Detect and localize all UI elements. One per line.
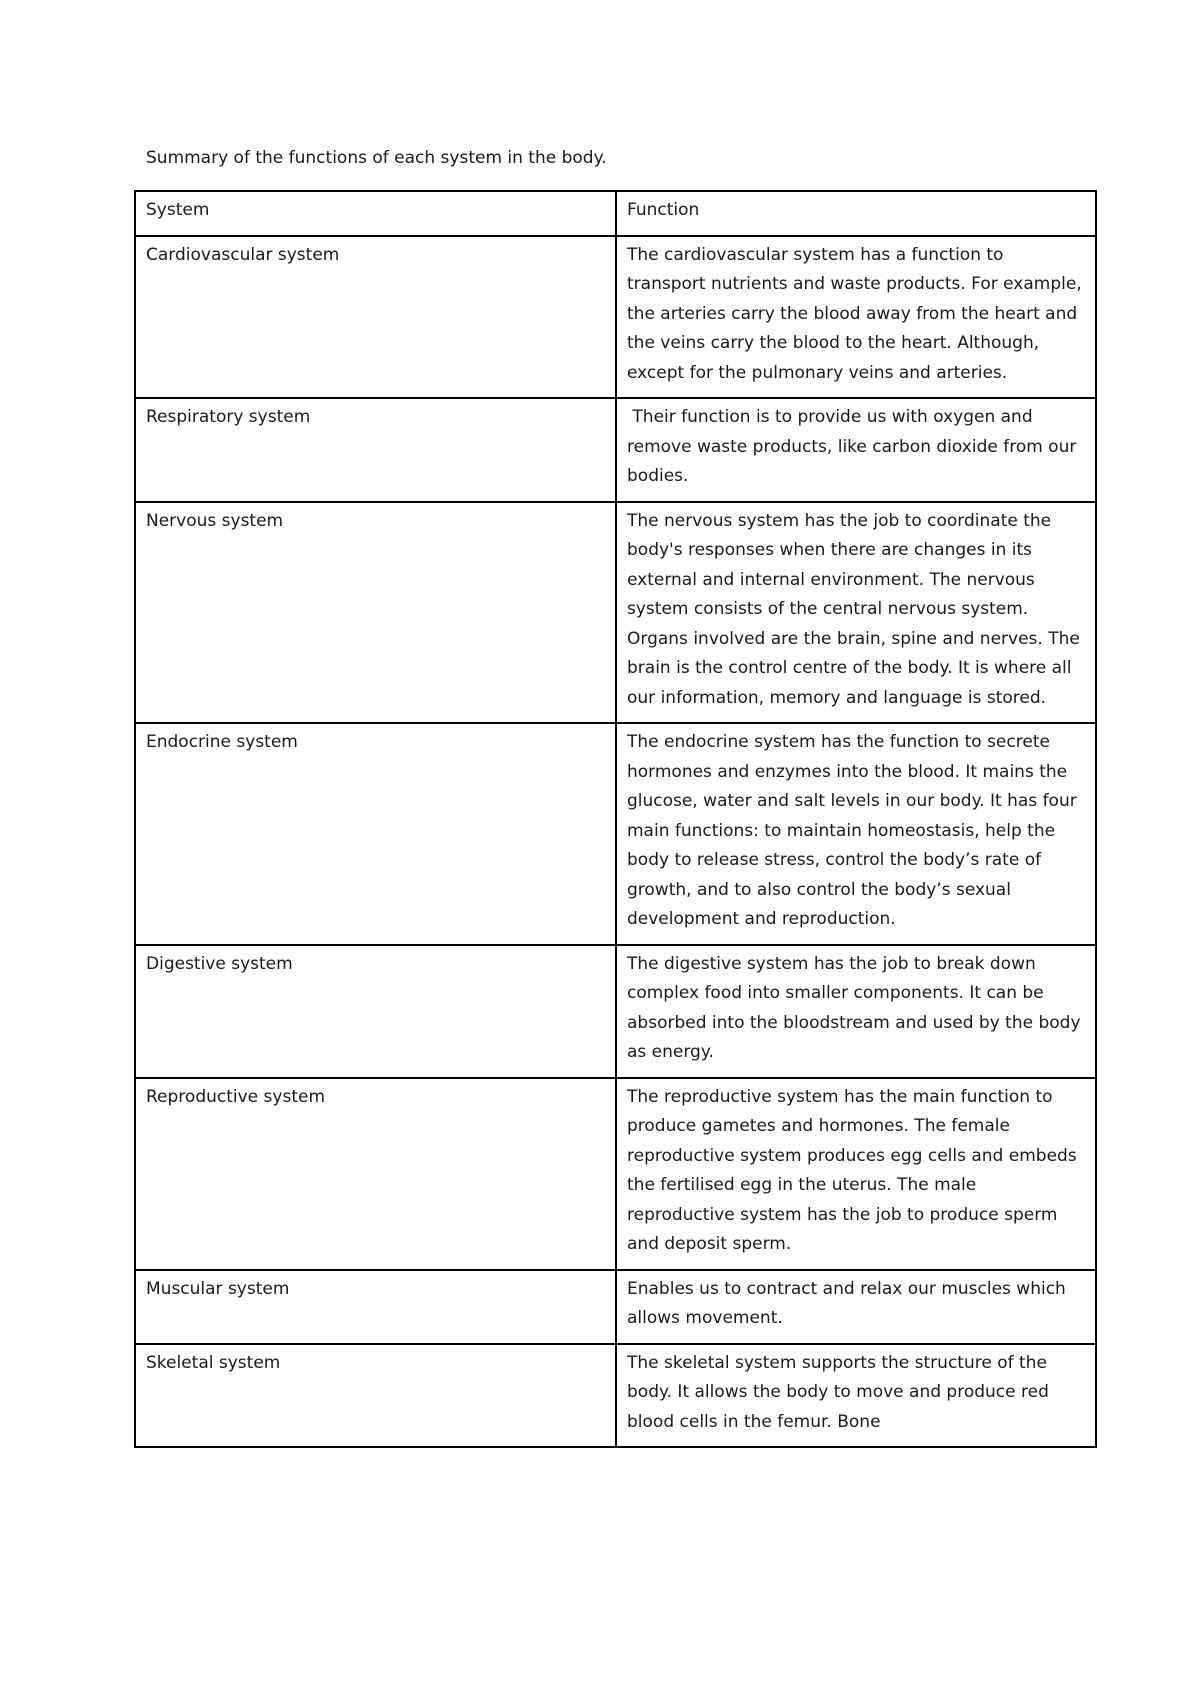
header-function: Function (616, 191, 1096, 236)
table-row (135, 502, 1096, 724)
function-cell: The skeletal system supports the structure of the body. It allows the body to move and produce red blood cells in the femur. Bone (616, 1344, 1096, 1448)
system-cell: Nervous system (135, 502, 616, 724)
function-cell: The nervous system has the job to coordinate the body's responses when there are changes in its external and internal environment. The nervous system consists of the central nervous system. Organs involved are the brain, spine and nerves. The brain is the control centre of the body. It is where all our information, memory and language is stored. (616, 502, 1096, 724)
system-cell: Respiratory system (135, 398, 616, 502)
system-cell: Cardiovascular system (135, 236, 616, 399)
function-cell: The digestive system has the job to break down complex food into smaller components. It can be absorbed into the bloodstream and used by the body as energy. (616, 945, 1096, 1078)
function-cell: The cardiovascular system has a function to transport nutrients and waste products. For example, the arteries carry the blood away from the heart and the veins carry the blood to the heart. Although, except for the pulmonary veins and arteries. (616, 236, 1096, 399)
table-header-row (135, 191, 1096, 236)
table-row (135, 723, 1096, 945)
system-cell: Endocrine system (135, 723, 616, 945)
table-row (135, 1344, 1096, 1448)
header-system: System (135, 191, 616, 236)
table-row (135, 398, 1096, 502)
table-row (135, 236, 1096, 399)
system-cell: Reproductive system (135, 1078, 616, 1270)
system-cell: Digestive system (135, 945, 616, 1078)
table-row (135, 1270, 1096, 1344)
function-cell: The endocrine system has the function to secrete hormones and enzymes into the blood. It mains the glucose, water and salt levels in our body. It has four main functions: to maintain homeostasis, help the body to release stress, control the body’s rate of growth, and to also control the body’s sexual development and reproduction. (616, 723, 1096, 945)
page-title: Summary of the functions of each system in the body. (146, 148, 607, 168)
function-cell: Enables us to contract and relax our muscles which allows movement. (616, 1270, 1096, 1344)
systems-table (134, 190, 1097, 1448)
system-cell: Skeletal system (135, 1344, 616, 1448)
system-cell: Muscular system (135, 1270, 616, 1344)
table-row (135, 1078, 1096, 1270)
function-cell: Their function is to provide us with oxygen and remove waste products, like carbon dioxide from our bodies. (616, 398, 1096, 502)
table-row (135, 945, 1096, 1078)
function-cell: The reproductive system has the main function to produce gametes and hormones. The female reproductive system produces egg cells and embeds the fertilised egg in the uterus. The male reproductive system has the job to produce sperm and deposit sperm. (616, 1078, 1096, 1270)
